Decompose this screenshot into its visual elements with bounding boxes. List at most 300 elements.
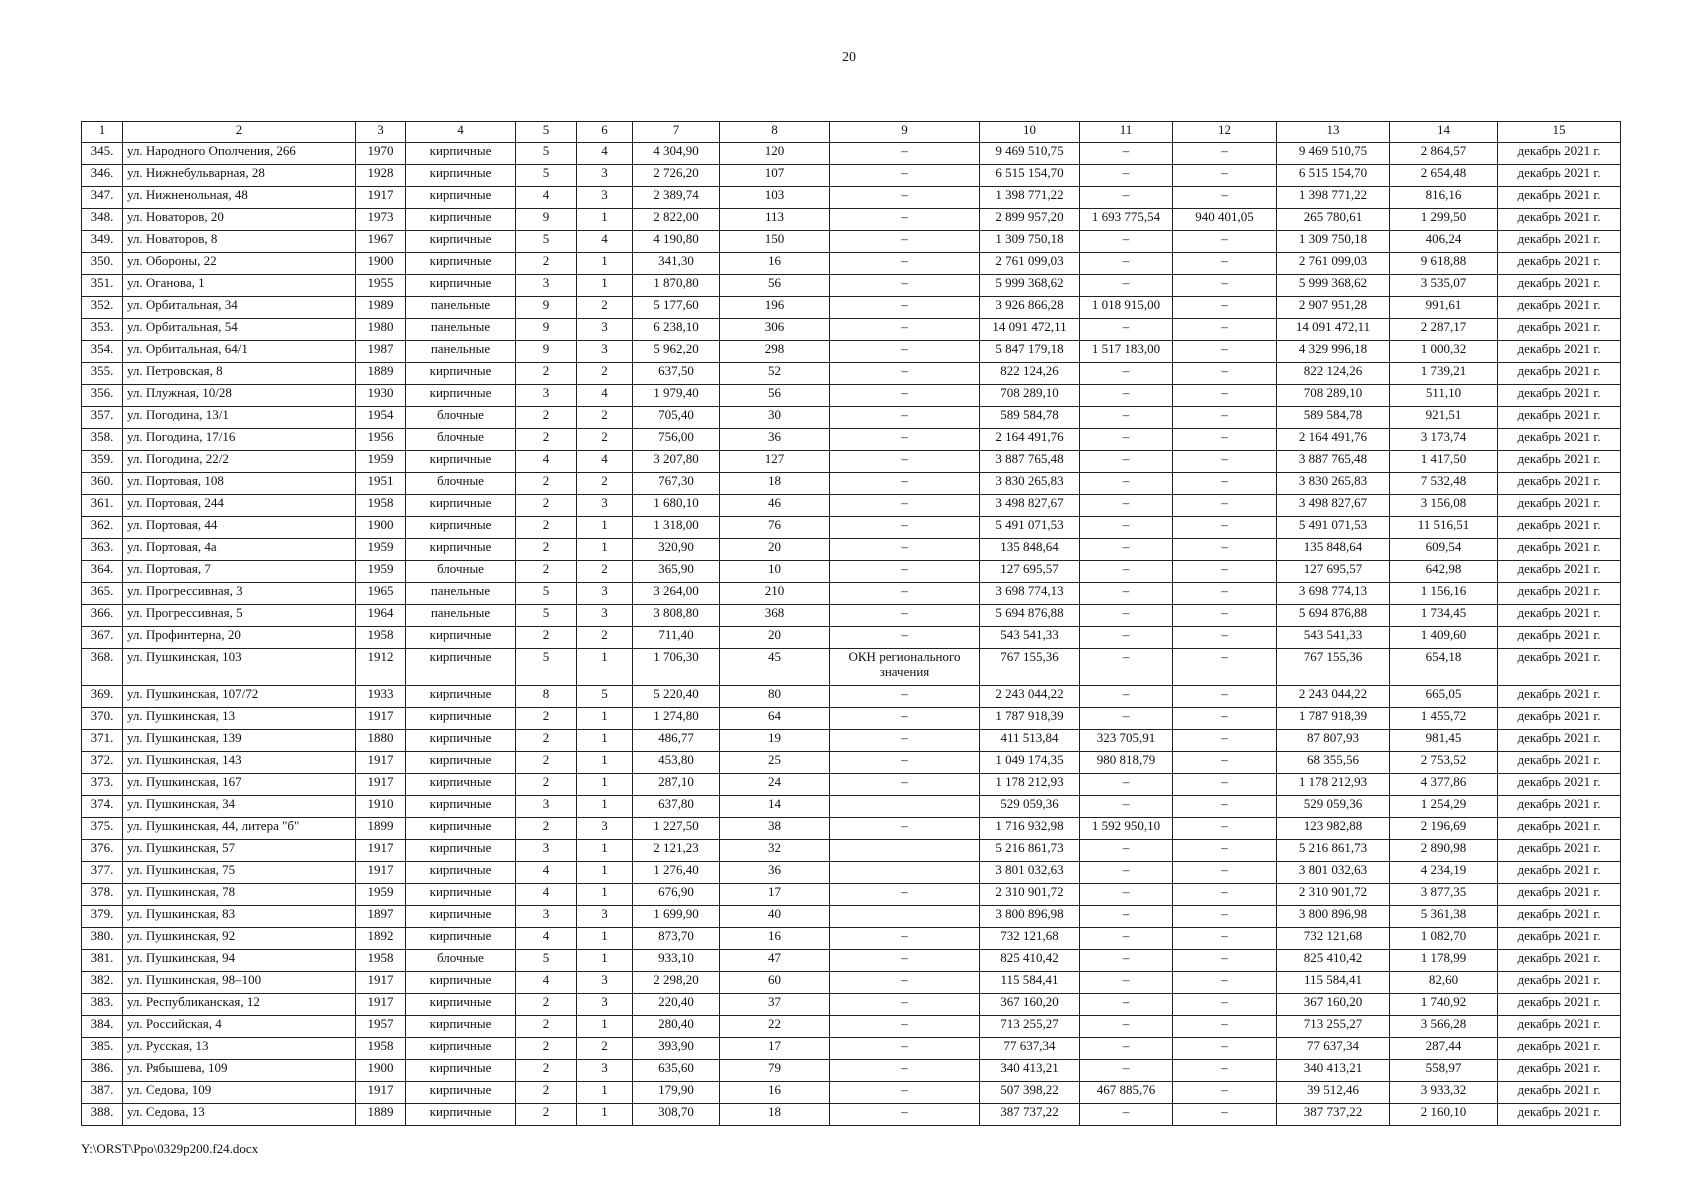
- table-cell-col-3: 1951: [356, 473, 406, 495]
- column-header-14: 14: [1390, 122, 1498, 143]
- table-cell-col-12: –: [1173, 275, 1277, 297]
- table-row: [82, 407, 1621, 429]
- table-cell-col-14: 2 160,10: [1390, 1104, 1498, 1126]
- table-cell-col-10: 387 737,22: [980, 1104, 1080, 1126]
- table-cell-col-1: 384.: [82, 1016, 123, 1038]
- table-cell-col-4: кирпичные: [406, 275, 516, 297]
- table-cell-col-10: 3 801 032,63: [980, 862, 1080, 884]
- column-header-7: 7: [633, 122, 720, 143]
- table-cell-col-9: [830, 906, 980, 928]
- table-cell-col-2: ул. Пушкинская, 92: [123, 928, 356, 950]
- table-cell-col-15: декабрь 2021 г.: [1498, 862, 1621, 884]
- table-cell-col-9: –: [830, 143, 980, 165]
- table-cell-col-8: 38: [720, 818, 830, 840]
- table-cell-col-2: ул. Пушкинская, 75: [123, 862, 356, 884]
- table-cell-col-7: 1 227,50: [633, 818, 720, 840]
- table-cell-col-9: –: [830, 253, 980, 275]
- table-cell-col-11: –: [1080, 627, 1173, 649]
- table-cell-col-1: 362.: [82, 517, 123, 539]
- table-cell-col-10: 543 541,33: [980, 627, 1080, 649]
- table-cell-col-2: ул. Нижненольная, 48: [123, 187, 356, 209]
- table-cell-col-14: 7 532,48: [1390, 473, 1498, 495]
- table-cell-col-9: –: [830, 774, 980, 796]
- table-cell-col-13: 5 999 368,62: [1277, 275, 1390, 297]
- table-cell-col-9: –: [830, 928, 980, 950]
- table-cell-col-11: –: [1080, 906, 1173, 928]
- table-cell-col-11: 1 018 915,00: [1080, 297, 1173, 319]
- table-cell-col-13: 713 255,27: [1277, 1016, 1390, 1038]
- table-cell-col-10: 767 155,36: [980, 649, 1080, 686]
- table-cell-col-5: 5: [516, 143, 577, 165]
- table-cell-col-3: 1917: [356, 994, 406, 1016]
- table-row: [82, 928, 1621, 950]
- table-cell-col-1: 355.: [82, 363, 123, 385]
- table-cell-col-5: 4: [516, 928, 577, 950]
- table-cell-col-11: –: [1080, 407, 1173, 429]
- table-cell-col-12: –: [1173, 1016, 1277, 1038]
- table-cell-col-10: 5 999 368,62: [980, 275, 1080, 297]
- table-cell-col-2: ул. Портовая, 108: [123, 473, 356, 495]
- table-cell-col-12: –: [1173, 752, 1277, 774]
- table-cell-col-3: 1917: [356, 862, 406, 884]
- table-cell-col-15: декабрь 2021 г.: [1498, 1060, 1621, 1082]
- table-cell-col-15: декабрь 2021 г.: [1498, 686, 1621, 708]
- table-cell-col-8: 46: [720, 495, 830, 517]
- table-cell-col-5: 2: [516, 1060, 577, 1082]
- table-cell-col-11: –: [1080, 708, 1173, 730]
- table-cell-col-15: декабрь 2021 г.: [1498, 297, 1621, 319]
- table-cell-col-6: 3: [577, 319, 633, 341]
- table-cell-col-5: 5: [516, 583, 577, 605]
- table-cell-col-5: 2: [516, 407, 577, 429]
- table-cell-col-11: 1 517 183,00: [1080, 341, 1173, 363]
- table-row: [82, 517, 1621, 539]
- table-cell-col-14: 3 566,28: [1390, 1016, 1498, 1038]
- table-cell-col-4: кирпичные: [406, 752, 516, 774]
- table-cell-col-1: 359.: [82, 451, 123, 473]
- table-cell-col-6: 1: [577, 1016, 633, 1038]
- table-cell-col-11: –: [1080, 928, 1173, 950]
- table-cell-col-10: 1 178 212,93: [980, 774, 1080, 796]
- table-cell-col-15: декабрь 2021 г.: [1498, 1016, 1621, 1038]
- table-cell-col-5: 3: [516, 796, 577, 818]
- table-cell-col-6: 3: [577, 583, 633, 605]
- table-cell-col-4: кирпичные: [406, 539, 516, 561]
- table-cell-col-5: 4: [516, 884, 577, 906]
- table-cell-col-13: 3 698 774,13: [1277, 583, 1390, 605]
- table-cell-col-9: –: [830, 605, 980, 627]
- table-cell-col-15: декабрь 2021 г.: [1498, 561, 1621, 583]
- table-cell-col-1: 366.: [82, 605, 123, 627]
- table-cell-col-13: 543 541,33: [1277, 627, 1390, 649]
- table-cell-col-2: ул. Пушкинская, 98–100: [123, 972, 356, 994]
- table-cell-col-1: 365.: [82, 583, 123, 605]
- table-cell-col-12: –: [1173, 187, 1277, 209]
- table-row: [82, 561, 1621, 583]
- table-cell-col-8: 368: [720, 605, 830, 627]
- table-cell-col-1: 388.: [82, 1104, 123, 1126]
- table-cell-col-13: 5 694 876,88: [1277, 605, 1390, 627]
- table-cell-col-9: –: [830, 818, 980, 840]
- table-cell-col-1: 349.: [82, 231, 123, 253]
- table-row: [82, 1038, 1621, 1060]
- table-cell-col-6: 2: [577, 627, 633, 649]
- table-cell-col-2: ул. Погодина, 13/1: [123, 407, 356, 429]
- table-cell-col-1: 371.: [82, 730, 123, 752]
- table-cell-col-1: 360.: [82, 473, 123, 495]
- table-cell-col-15: декабрь 2021 г.: [1498, 517, 1621, 539]
- table-cell-col-12: –: [1173, 1104, 1277, 1126]
- table-cell-col-5: 9: [516, 319, 577, 341]
- table-cell-col-11: –: [1080, 561, 1173, 583]
- table-cell-col-3: 1980: [356, 319, 406, 341]
- table-cell-col-5: 2: [516, 561, 577, 583]
- table-cell-col-10: 708 289,10: [980, 385, 1080, 407]
- table-cell-col-10: 5 847 179,18: [980, 341, 1080, 363]
- table-cell-col-8: 60: [720, 972, 830, 994]
- table-row: [82, 253, 1621, 275]
- table-cell-col-6: 3: [577, 818, 633, 840]
- table-cell-col-3: 1958: [356, 1038, 406, 1060]
- table-cell-col-11: –: [1080, 649, 1173, 686]
- table-cell-col-11: –: [1080, 840, 1173, 862]
- table-cell-col-8: 17: [720, 1038, 830, 1060]
- table-row: [82, 297, 1621, 319]
- table-cell-col-10: 6 515 154,70: [980, 165, 1080, 187]
- table-cell-col-5: 2: [516, 1038, 577, 1060]
- table-cell-col-5: 3: [516, 906, 577, 928]
- table-cell-col-10: 822 124,26: [980, 363, 1080, 385]
- table-cell-col-3: 1954: [356, 407, 406, 429]
- table-cell-col-15: декабрь 2021 г.: [1498, 950, 1621, 972]
- table-cell-col-10: 127 695,57: [980, 561, 1080, 583]
- table-cell-col-9: ОКН регионального значения: [830, 649, 980, 686]
- table-cell-col-7: 6 238,10: [633, 319, 720, 341]
- table-cell-col-6: 1: [577, 796, 633, 818]
- table-cell-col-2: ул. Русская, 13: [123, 1038, 356, 1060]
- table-cell-col-14: 2 654,48: [1390, 165, 1498, 187]
- table-cell-col-7: 676,90: [633, 884, 720, 906]
- table-cell-col-4: кирпичные: [406, 1016, 516, 1038]
- table-cell-col-1: 382.: [82, 972, 123, 994]
- table-cell-col-15: декабрь 2021 г.: [1498, 627, 1621, 649]
- table-cell-col-4: панельные: [406, 605, 516, 627]
- table-cell-col-2: ул. Седова, 13: [123, 1104, 356, 1126]
- table-cell-col-5: 4: [516, 451, 577, 473]
- table-cell-col-7: 767,30: [633, 473, 720, 495]
- table-cell-col-7: 287,10: [633, 774, 720, 796]
- table-cell-col-5: 5: [516, 950, 577, 972]
- table-cell-col-9: –: [830, 275, 980, 297]
- table-cell-col-15: декабрь 2021 г.: [1498, 363, 1621, 385]
- table-cell-col-15: декабрь 2021 г.: [1498, 1038, 1621, 1060]
- table-cell-col-10: 507 398,22: [980, 1082, 1080, 1104]
- table-cell-col-9: –: [830, 209, 980, 231]
- table-row: [82, 187, 1621, 209]
- table-cell-col-2: ул. Петровская, 8: [123, 363, 356, 385]
- table-cell-col-2: ул. Народного Ополчения, 266: [123, 143, 356, 165]
- table-cell-col-6: 1: [577, 774, 633, 796]
- table-cell-col-8: 30: [720, 407, 830, 429]
- table-cell-col-14: 511,10: [1390, 385, 1498, 407]
- table-cell-col-15: декабрь 2021 г.: [1498, 473, 1621, 495]
- table-cell-col-8: 306: [720, 319, 830, 341]
- table-cell-col-3: 1989: [356, 297, 406, 319]
- table-cell-col-3: 1959: [356, 884, 406, 906]
- table-cell-col-1: 363.: [82, 539, 123, 561]
- table-cell-col-6: 4: [577, 231, 633, 253]
- table-cell-col-8: 45: [720, 649, 830, 686]
- table-cell-col-7: 705,40: [633, 407, 720, 429]
- column-header-4: 4: [406, 122, 516, 143]
- table-cell-col-13: 2 164 491,76: [1277, 429, 1390, 451]
- table-cell-col-3: 1967: [356, 231, 406, 253]
- table-cell-col-13: 4 329 996,18: [1277, 341, 1390, 363]
- table-row: [82, 774, 1621, 796]
- table-cell-col-4: панельные: [406, 319, 516, 341]
- table-cell-col-15: декабрь 2021 г.: [1498, 341, 1621, 363]
- table-cell-col-9: –: [830, 1082, 980, 1104]
- table-cell-col-12: –: [1173, 451, 1277, 473]
- table-row: [82, 950, 1621, 972]
- table-cell-col-2: ул. Прогрессивная, 5: [123, 605, 356, 627]
- table-cell-col-1: 353.: [82, 319, 123, 341]
- table-cell-col-14: 981,45: [1390, 730, 1498, 752]
- table-cell-col-12: –: [1173, 363, 1277, 385]
- table-cell-col-5: 2: [516, 253, 577, 275]
- table-cell-col-14: 2 753,52: [1390, 752, 1498, 774]
- column-header-8: 8: [720, 122, 830, 143]
- table-row: [82, 840, 1621, 862]
- table-cell-col-10: 3 887 765,48: [980, 451, 1080, 473]
- table-cell-col-2: ул. Орбитальная, 34: [123, 297, 356, 319]
- table-cell-col-8: 14: [720, 796, 830, 818]
- table-cell-col-15: декабрь 2021 г.: [1498, 752, 1621, 774]
- table-cell-col-13: 14 091 472,11: [1277, 319, 1390, 341]
- table-cell-col-8: 76: [720, 517, 830, 539]
- table-cell-col-2: ул. Портовая, 244: [123, 495, 356, 517]
- table-cell-col-13: 732 121,68: [1277, 928, 1390, 950]
- table-cell-col-10: 9 469 510,75: [980, 143, 1080, 165]
- table-cell-col-4: кирпичные: [406, 1082, 516, 1104]
- table-cell-col-1: 373.: [82, 774, 123, 796]
- table-cell-col-6: 3: [577, 605, 633, 627]
- table-cell-col-2: ул. Пушкинская, 139: [123, 730, 356, 752]
- table-cell-col-13: 2 310 901,72: [1277, 884, 1390, 906]
- table-cell-col-4: кирпичные: [406, 796, 516, 818]
- table-cell-col-6: 3: [577, 1060, 633, 1082]
- table-cell-col-1: 348.: [82, 209, 123, 231]
- column-header-5: 5: [516, 122, 577, 143]
- table-cell-col-4: кирпичные: [406, 187, 516, 209]
- table-cell-col-11: –: [1080, 862, 1173, 884]
- table-cell-col-7: 179,90: [633, 1082, 720, 1104]
- table-row: [82, 1082, 1621, 1104]
- table-cell-col-3: 1930: [356, 385, 406, 407]
- table-cell-col-10: 5 216 861,73: [980, 840, 1080, 862]
- table-cell-col-8: 150: [720, 231, 830, 253]
- table-cell-col-2: ул. Новаторов, 20: [123, 209, 356, 231]
- table-cell-col-7: 341,30: [633, 253, 720, 275]
- table-cell-col-4: блочные: [406, 473, 516, 495]
- table-cell-col-13: 39 512,46: [1277, 1082, 1390, 1104]
- table-cell-col-10: 1 309 750,18: [980, 231, 1080, 253]
- table-cell-col-12: –: [1173, 605, 1277, 627]
- table-cell-col-9: [830, 840, 980, 862]
- table-row: [82, 1104, 1621, 1126]
- table-cell-col-2: ул. Новаторов, 8: [123, 231, 356, 253]
- table-cell-col-7: 1 276,40: [633, 862, 720, 884]
- table-cell-col-2: ул. Нижнебульварная, 28: [123, 165, 356, 187]
- table-cell-col-5: 3: [516, 275, 577, 297]
- table-cell-col-1: 377.: [82, 862, 123, 884]
- table-cell-col-10: 529 059,36: [980, 796, 1080, 818]
- table-cell-col-14: 287,44: [1390, 1038, 1498, 1060]
- table-cell-col-4: панельные: [406, 297, 516, 319]
- table-cell-col-10: 589 584,78: [980, 407, 1080, 429]
- table-cell-col-3: 1910: [356, 796, 406, 818]
- table-cell-col-7: 453,80: [633, 752, 720, 774]
- table-cell-col-14: 921,51: [1390, 407, 1498, 429]
- table-cell-col-11: –: [1080, 429, 1173, 451]
- table-cell-col-15: декабрь 2021 г.: [1498, 840, 1621, 862]
- table-cell-col-3: 1917: [356, 1082, 406, 1104]
- table-cell-col-1: 367.: [82, 627, 123, 649]
- column-header-9: 9: [830, 122, 980, 143]
- table-cell-col-9: –: [830, 429, 980, 451]
- table-cell-col-10: 732 121,68: [980, 928, 1080, 950]
- table-row: [82, 994, 1621, 1016]
- table-cell-col-11: 980 818,79: [1080, 752, 1173, 774]
- table-cell-col-6: 2: [577, 297, 633, 319]
- table-cell-col-7: 3 264,00: [633, 583, 720, 605]
- table-cell-col-4: кирпичные: [406, 994, 516, 1016]
- table-cell-col-12: –: [1173, 818, 1277, 840]
- table-cell-col-4: кирпичные: [406, 730, 516, 752]
- table-cell-col-14: 1 409,60: [1390, 627, 1498, 649]
- table-cell-col-12: –: [1173, 539, 1277, 561]
- table-cell-col-5: 2: [516, 495, 577, 517]
- table-cell-col-9: –: [830, 165, 980, 187]
- table-cell-col-14: 816,16: [1390, 187, 1498, 209]
- table-cell-col-7: 280,40: [633, 1016, 720, 1038]
- table-cell-col-11: –: [1080, 994, 1173, 1016]
- table-cell-col-14: 11 516,51: [1390, 517, 1498, 539]
- table-cell-col-9: –: [830, 495, 980, 517]
- table-cell-col-11: –: [1080, 1038, 1173, 1060]
- table-row: [82, 1016, 1621, 1038]
- table-cell-col-10: 3 926 866,28: [980, 297, 1080, 319]
- table-cell-col-14: 4 234,19: [1390, 862, 1498, 884]
- table-cell-col-8: 18: [720, 473, 830, 495]
- table-cell-col-15: декабрь 2021 г.: [1498, 928, 1621, 950]
- table-row: [82, 730, 1621, 752]
- table-cell-col-10: 411 513,84: [980, 730, 1080, 752]
- table-cell-col-4: кирпичные: [406, 143, 516, 165]
- table-cell-col-4: кирпичные: [406, 774, 516, 796]
- table-cell-col-5: 2: [516, 1082, 577, 1104]
- table-cell-col-10: 5 491 071,53: [980, 517, 1080, 539]
- table-cell-col-14: 406,24: [1390, 231, 1498, 253]
- table-cell-col-15: декабрь 2021 г.: [1498, 774, 1621, 796]
- table-cell-col-14: 642,98: [1390, 561, 1498, 583]
- table-cell-col-3: 1900: [356, 1060, 406, 1082]
- table-cell-col-1: 351.: [82, 275, 123, 297]
- table-cell-col-7: 1 870,80: [633, 275, 720, 297]
- table-cell-col-2: ул. Пушкинская, 44, литера "б": [123, 818, 356, 840]
- table-cell-col-9: –: [830, 341, 980, 363]
- table-cell-col-11: –: [1080, 539, 1173, 561]
- table-cell-col-15: декабрь 2021 г.: [1498, 730, 1621, 752]
- table-cell-col-6: 3: [577, 495, 633, 517]
- table-cell-col-13: 68 355,56: [1277, 752, 1390, 774]
- table-cell-col-14: 654,18: [1390, 649, 1498, 686]
- table-cell-col-11: –: [1080, 165, 1173, 187]
- table-cell-col-14: 991,61: [1390, 297, 1498, 319]
- table-cell-col-13: 127 695,57: [1277, 561, 1390, 583]
- table-cell-col-14: 1 734,45: [1390, 605, 1498, 627]
- table-cell-col-11: –: [1080, 774, 1173, 796]
- table-cell-col-12: –: [1173, 972, 1277, 994]
- table-cell-col-2: ул. Пушкинская, 103: [123, 649, 356, 686]
- table-cell-col-4: кирпичные: [406, 627, 516, 649]
- table-cell-col-13: 3 801 032,63: [1277, 862, 1390, 884]
- table-cell-col-5: 8: [516, 686, 577, 708]
- table-cell-col-15: декабрь 2021 г.: [1498, 253, 1621, 275]
- table-cell-col-7: 365,90: [633, 561, 720, 583]
- table-cell-col-5: 2: [516, 473, 577, 495]
- table-cell-col-4: кирпичные: [406, 928, 516, 950]
- table-cell-col-2: ул. Пушкинская, 94: [123, 950, 356, 972]
- table-cell-col-7: 1 699,90: [633, 906, 720, 928]
- table-cell-col-10: 1 787 918,39: [980, 708, 1080, 730]
- table-cell-col-7: 635,60: [633, 1060, 720, 1082]
- table-cell-col-14: 3 156,08: [1390, 495, 1498, 517]
- table-cell-col-11: –: [1080, 231, 1173, 253]
- table-cell-col-2: ул. Орбитальная, 54: [123, 319, 356, 341]
- table-cell-col-2: ул. Пушкинская, 143: [123, 752, 356, 774]
- table-cell-col-11: –: [1080, 686, 1173, 708]
- table-cell-col-12: –: [1173, 253, 1277, 275]
- table-cell-col-7: 1 680,10: [633, 495, 720, 517]
- table-cell-col-6: 3: [577, 972, 633, 994]
- table-cell-col-3: 1899: [356, 818, 406, 840]
- table-cell-col-14: 1 082,70: [1390, 928, 1498, 950]
- table-cell-col-5: 2: [516, 994, 577, 1016]
- table-cell-col-1: 358.: [82, 429, 123, 451]
- table-cell-col-15: декабрь 2021 г.: [1498, 209, 1621, 231]
- table-cell-col-13: 387 737,22: [1277, 1104, 1390, 1126]
- table-cell-col-11: 1 693 775,54: [1080, 209, 1173, 231]
- table-cell-col-13: 529 059,36: [1277, 796, 1390, 818]
- table-cell-col-12: –: [1173, 385, 1277, 407]
- table-cell-col-9: –: [830, 1038, 980, 1060]
- table-cell-col-11: –: [1080, 1016, 1173, 1038]
- column-header-12: 12: [1173, 122, 1277, 143]
- table-row: [82, 473, 1621, 495]
- column-header-13: 13: [1277, 122, 1390, 143]
- table-cell-col-13: 123 982,88: [1277, 818, 1390, 840]
- table-cell-col-15: декабрь 2021 г.: [1498, 884, 1621, 906]
- table-cell-col-12: –: [1173, 627, 1277, 649]
- table-cell-col-6: 4: [577, 451, 633, 473]
- table-cell-col-7: 2 822,00: [633, 209, 720, 231]
- table-cell-col-12: –: [1173, 429, 1277, 451]
- table-cell-col-11: –: [1080, 583, 1173, 605]
- table-cell-col-6: 1: [577, 928, 633, 950]
- table-cell-col-15: декабрь 2021 г.: [1498, 231, 1621, 253]
- table-cell-col-8: 16: [720, 928, 830, 950]
